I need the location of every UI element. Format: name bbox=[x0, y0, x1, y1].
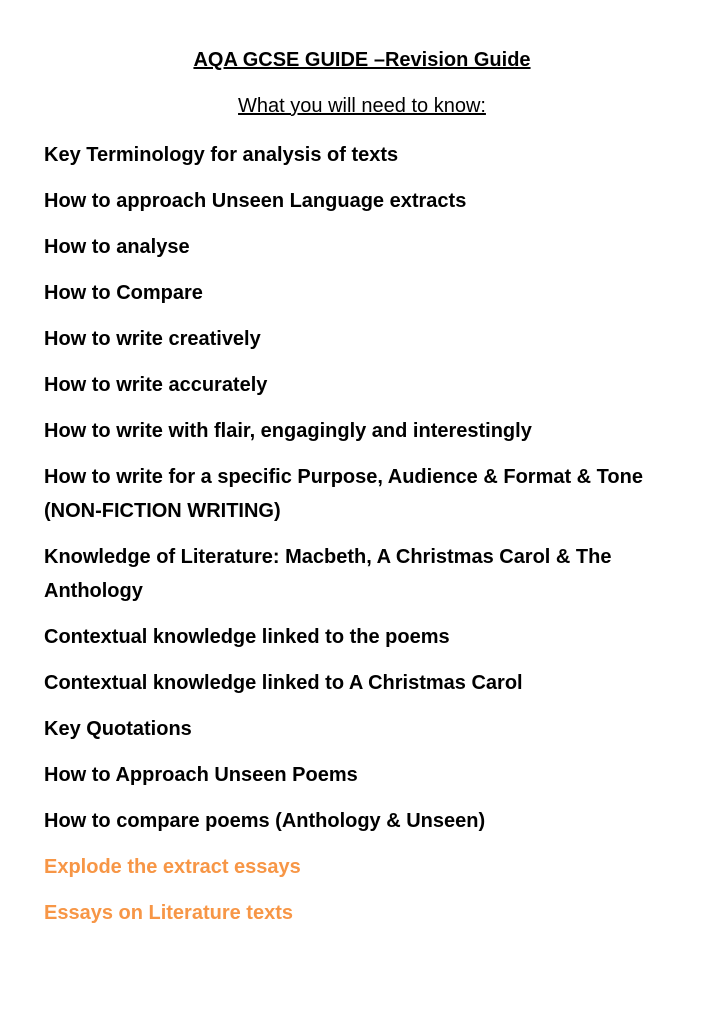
list-item: Key Terminology for analysis of texts bbox=[44, 144, 399, 166]
highlighted-list-item: Explode the extract essays bbox=[44, 856, 301, 878]
list-item: How to write with flair, engagingly and interestingly bbox=[44, 420, 532, 442]
list-item: How to write accurately bbox=[44, 374, 268, 396]
list-item: Contextual knowledge linked to A Christmas Carol bbox=[44, 672, 523, 694]
page-subtitle: What you will need to know: bbox=[238, 95, 486, 117]
list-item: How to write for a specific Purpose, Audience & Format & Tone (NON-FICTION WRITING) bbox=[44, 466, 643, 522]
highlighted-list-item: Essays on Literature texts bbox=[44, 902, 293, 924]
list-item: How to compare poems (Anthology & Unseen) bbox=[44, 810, 486, 832]
list-item: Key Quotations bbox=[44, 718, 192, 740]
list-item: How to Approach Unseen Poems bbox=[44, 764, 358, 786]
list-item: How to approach Unseen Language extracts bbox=[44, 190, 467, 212]
list-item: How to analyse bbox=[44, 236, 190, 258]
page-title: AQA GCSE GUIDE –Revision Guide bbox=[193, 49, 531, 71]
list-item: How to write creatively bbox=[44, 328, 261, 350]
list-item: Knowledge of Literature: Macbeth, A Christmas Carol & The Anthology bbox=[44, 546, 612, 602]
list-item: How to Compare bbox=[44, 282, 203, 304]
topic-list bbox=[44, 138, 684, 942]
list-item: Contextual knowledge linked to the poems bbox=[44, 626, 450, 648]
